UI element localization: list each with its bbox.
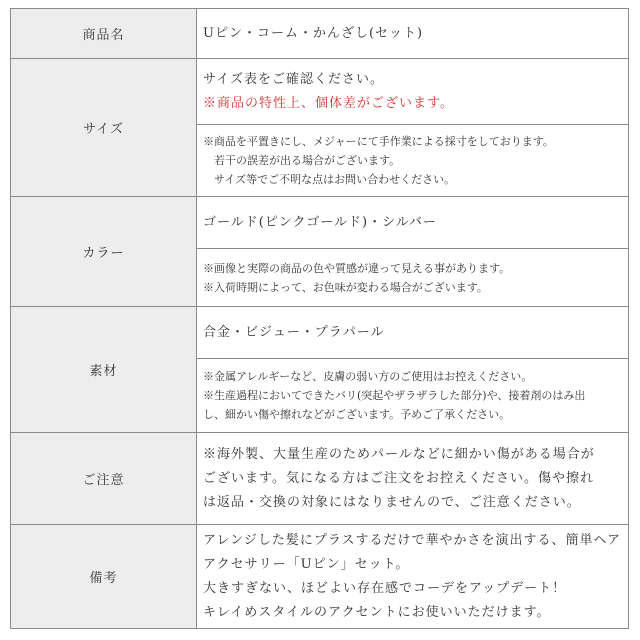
row-caution [11, 433, 628, 525]
label-product-name: 商品名 [11, 9, 197, 58]
color-note-2: ※入荷時期によって、お色味が変わる場合がございます。 [203, 280, 488, 294]
material-value: 合金・ビジュー・プラパール [203, 324, 385, 340]
product-spec-table [10, 8, 629, 629]
size-note-3: サイズ等でご不明な点はお問い合わせください。 [214, 173, 456, 186]
size-lead-text: サイズ表をご確認ください。 [203, 71, 384, 87]
size-note-1: ※商品を平置きにし、メジャーにて手作業による採寸をしております。 [203, 135, 554, 148]
remarks-line-3: 大きすぎない、ほどよい存在感でコーデをアップデート！ [203, 580, 567, 596]
material-note-3: し、細かい傷や擦れなどがございます。予めご了承ください。 [203, 408, 511, 421]
label-color: カラー [11, 197, 197, 306]
remarks-line-1: アレンジした髪にプラスするだけで華やかさを演出する、簡単ヘア [203, 532, 622, 548]
label-caution: ご注意 [11, 433, 197, 524]
caution-line-3: は返品・交換の対象にはなりませんので、ご注意ください。 [203, 494, 581, 510]
material-note-2: ※生産過程においてできたバリ(突起やザラザラした部分)や、接着剤のはみ出 [203, 389, 586, 402]
label-remarks: 備考 [11, 525, 197, 628]
remarks-line-2: アクセサリー「Uピン」セット。 [203, 556, 410, 572]
row-size [11, 59, 628, 197]
color-value: ゴールド(ピンクゴールド)・シルバー [203, 214, 437, 230]
material-note-1: ※金属アレルギーなど、皮膚の弱い方のご使用はお控えください。 [203, 370, 533, 383]
row-remarks [11, 525, 628, 628]
color-note-1: ※画像と実際の商品の色や質感が違って見える事があります。 [203, 261, 511, 275]
label-size: サイズ [11, 59, 197, 196]
row-material [11, 307, 628, 433]
caution-line-2: ございます。気になる方はご注文をお控えください。傷や擦れ [203, 470, 594, 486]
caution-line-1: ※海外製、大量生産のためパールなどに細かい傷がある場合が [203, 446, 595, 462]
size-warning-text: ※商品の特性上、個体差がございます。 [203, 95, 454, 111]
remarks-line-4: キレイめスタイルのアクセントにお使いいただけます。 [203, 604, 551, 620]
row-product-name [11, 9, 628, 59]
product-name-value: Uピン・コーム・かんざし(セット) [203, 25, 424, 41]
row-color [11, 197, 628, 307]
size-note-2: 若干の誤差が出る場合がございます。 [214, 154, 401, 167]
label-material: 素材 [11, 307, 197, 432]
